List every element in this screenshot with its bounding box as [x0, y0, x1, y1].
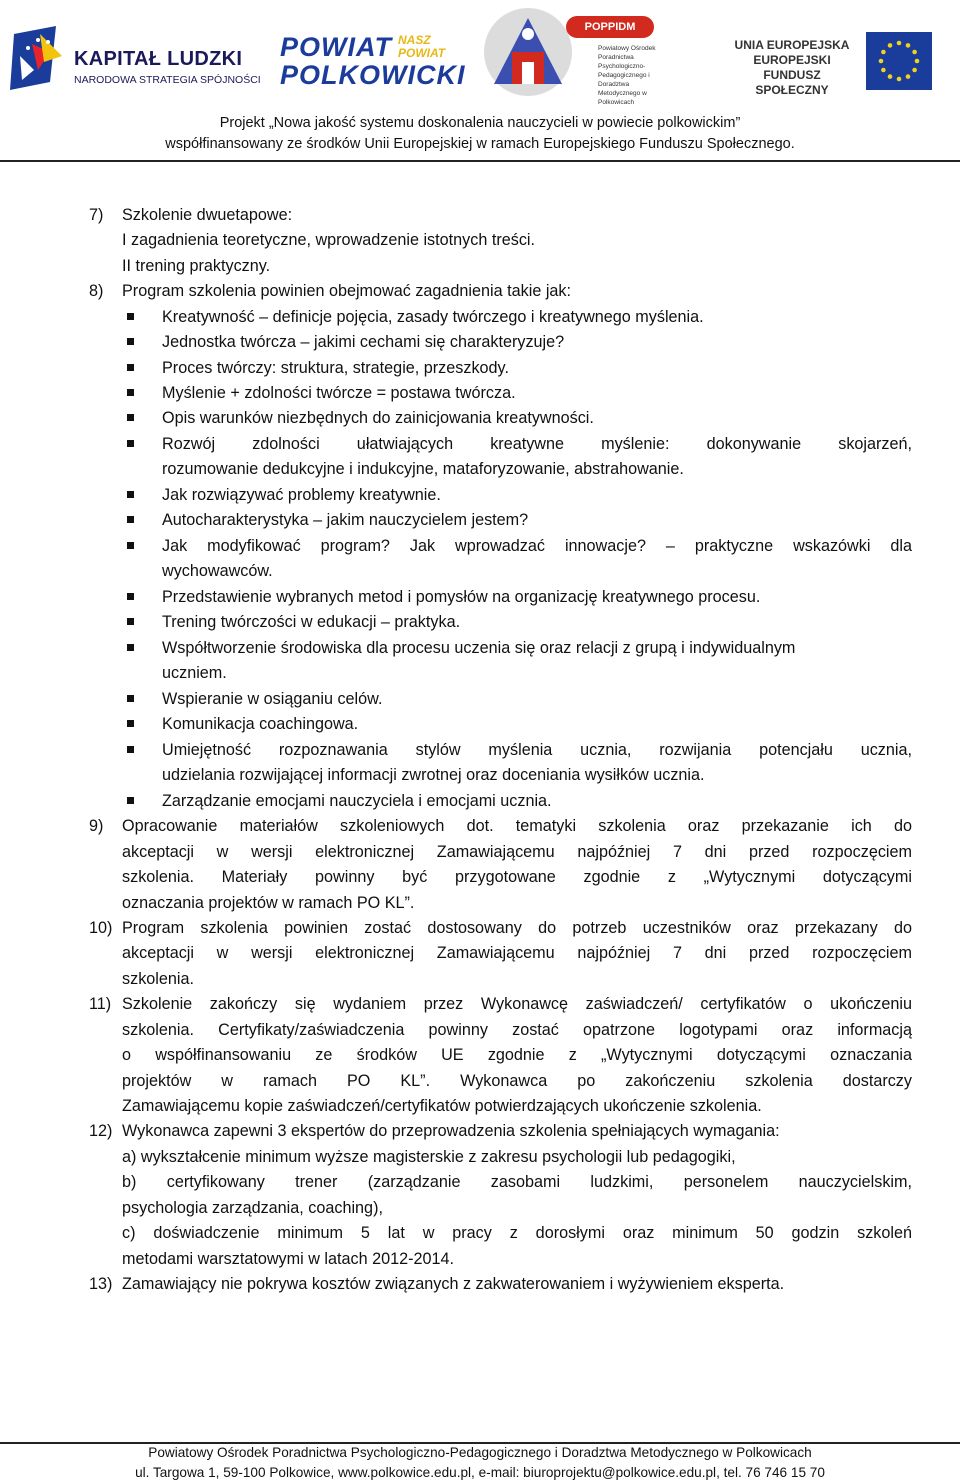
- bullet-marker: [127, 618, 134, 625]
- poppidm-badge: POPPIDM: [566, 16, 654, 38]
- header-divider: [0, 160, 960, 162]
- eu-line-1: UNIA EUROPEJSKA: [734, 38, 850, 52]
- bullet-item: Umiejętność rozpoznawania stylów myślenia ucznia, rozwijania potencjału ucznia,: [162, 741, 912, 759]
- eu-line-3: FUNDUSZ SPOŁECZNY: [755, 68, 829, 97]
- item-12-req-c: c) doświadczenie minimum 5 lat w pracy z dorosłymi oraz minimum 50 godzin szkoleń: [122, 1224, 912, 1242]
- item-number-7: 7): [89, 206, 104, 224]
- item-12-req-b: b) certyfikowany trener (zarządzanie zasobami ludzkimi, personelem nauczycielskim,: [122, 1173, 912, 1191]
- item-11-text: o współfinansowaniu ze środków UE zgodnie z „Wytycznymi dotyczącymi oznaczania: [122, 1046, 912, 1064]
- nasz-label: NASZ: [398, 33, 431, 47]
- bullet-item-continuation: wychowawców.: [162, 562, 273, 580]
- bullet-item: Jak modyfikować program? Jak wprowadzać innowacje? – praktyczne wskazówki dla: [162, 537, 912, 555]
- item-10-text: akceptacji w wersji elektronicznej Zamawiającemu najpóźniej 7 dni przed rozpoczęciem: [122, 944, 912, 962]
- bullet-item: Jednostka twórcza – jakimi cechami się charakteryzuje?: [162, 333, 565, 351]
- bullet-marker: [127, 414, 134, 421]
- item-9-text: szkolenia. Materiały powinny być przygotowane zgodnie z „Wytycznymi dotyczącymi: [122, 868, 912, 886]
- eu-line-2: EUROPEJSKI: [753, 53, 831, 67]
- item-11-text: Szkolenie zakończy się wydaniem przez Wykonawcę zaświadczeń/ certyfikatów o ukończeniu: [122, 995, 912, 1013]
- item-9-text: akceptacji w wersji elektronicznej Zamawiającemu najpóźniej 7 dni przed rozpoczęciem: [122, 843, 912, 861]
- poppidm-name: Powiatowy Ośrodek Poradnictwa Psychologiczno-Pedagogicznego i Doradztwa Metodycznego w Polkowicach: [598, 45, 656, 106]
- kapital-ludzki-title: KAPITAŁ LUDZKI: [74, 48, 243, 70]
- bullet-item: Przedstawienie wybranych metod i pomysłów na organizację kreatywnego procesu.: [162, 588, 761, 606]
- bullet-item: Myślenie + zdolności twórcze = postawa twórcza.: [162, 384, 516, 402]
- bullet-item-continuation: rozumowanie dedukcyjne i indukcyjne, mataforyzowanie, abstrahowanie.: [162, 460, 684, 478]
- item-7-stage-1: I zagadnienia teoretyczne, wprowadzenie istotnych treści.: [122, 231, 536, 249]
- eu-flag-icon: [866, 32, 932, 90]
- bullet-item-continuation: udzielania rozwijającej informacji zwrotnej oraz doceniania wysiłków ucznia.: [162, 766, 705, 784]
- bullet-item: Rozwój zdolności ułatwiających kreatywne myślenie: dokonywanie skojarzeń,: [162, 435, 912, 453]
- bullet-item-continuation: uczniem.: [162, 664, 227, 682]
- powiat-label: POWIAT: [280, 32, 392, 62]
- item-7-stage-2: II trening praktyczny.: [122, 257, 271, 275]
- bullet-item: Zarządzanie emocjami nauczyciela i emocjami ucznia.: [162, 792, 552, 810]
- item-12-req-a: a) wykształcenie minimum wyższe magisterskie z zakresu psychologii lub pedagogiki,: [122, 1148, 736, 1166]
- item-number-8: 8): [89, 282, 104, 300]
- item-10-text: szkolenia.: [122, 970, 194, 988]
- bullet-item: Autocharakterystyka – jakim nauczycielem jestem?: [162, 511, 529, 529]
- bullet-marker: [127, 364, 134, 371]
- bullet-item: Kreatywność – definicje pojęcia, zasady twórczego i kreatywnego myślenia.: [162, 308, 704, 326]
- bullet-marker: [127, 440, 134, 447]
- bullet-marker: [127, 338, 134, 345]
- item-11-text: szkolenia. Certyfikaty/zaświadczenia powinny zostać opatrzone logotypami oraz informacją: [122, 1021, 912, 1039]
- nasz-powiat-label: [398, 34, 445, 60]
- bullet-item: Trening twórczości w edukacji – praktyka.: [162, 613, 461, 631]
- item-9-text: oznaczania projektów w ramach PO KL”.: [122, 894, 415, 912]
- footer-contact: ul. Targowa 1, 59-100 Polkowice, www.polkowice.edu.pl, e-mail: biuroprojektu@polkowice.edu.pl, tel. 76 746 15 70: [135, 1465, 825, 1480]
- bullet-item: Wspieranie w osiąganiu celów.: [162, 690, 383, 708]
- bullet-marker: [127, 720, 134, 727]
- kapital-ludzki-logo: [10, 22, 261, 102]
- bullet-item: Komunikacja coachingowa.: [162, 715, 359, 733]
- project-info: [0, 113, 960, 155]
- item-7-title: Szkolenie dwuetapowe:: [122, 206, 293, 224]
- bullet-item: Opis warunków niezbędnych do zainicjowania kreatywności.: [162, 409, 594, 427]
- bullet-item: Proces twórczy: struktura, strategie, przeszkody.: [162, 359, 509, 377]
- item-10-text: Program szkolenia powinien zostać dostosowany do potrzeb uczestników oraz przekazany do: [122, 919, 912, 937]
- bullet-marker: [127, 644, 134, 651]
- item-number-10: 10): [89, 919, 113, 937]
- bullet-marker: [127, 746, 134, 753]
- bullet-marker: [127, 542, 134, 549]
- bullet-marker: [127, 516, 134, 523]
- page-header: [0, 0, 960, 162]
- footer-organization: Powiatowy Ośrodek Poradnictwa Psychologiczno-Pedagogicznego i Doradztwa Metodycznego w Polkowicach: [148, 1445, 812, 1460]
- item-number-9: 9): [89, 817, 104, 835]
- eu-logo: [728, 34, 938, 97]
- item-12-req-b-continuation: psychologia zarządzania, coaching),: [122, 1199, 383, 1217]
- bullet-marker: [127, 695, 134, 702]
- item-12-req-c-continuation: metodami warsztatowymi w latach 2012-2014.: [122, 1250, 454, 1268]
- bullet-marker: [127, 797, 134, 804]
- poppidm-logo: [470, 4, 670, 106]
- eu-label: [728, 38, 856, 98]
- kapital-ludzki-subtitle: NARODOWA STRATEGIA SPÓJNOŚCI: [74, 74, 261, 86]
- item-11-text: projektów w ramach PO KL”. Wykonawca po zakończeniu szkolenia dostarczy: [122, 1072, 912, 1090]
- item-number-11: 11): [89, 995, 112, 1013]
- bullet-marker: [127, 491, 134, 498]
- logo-bar: [0, 0, 960, 104]
- item-12-text: Wykonawca zapewni 3 ekspertów do przeprowadzenia szkolenia spełniających wymagania:: [122, 1122, 780, 1140]
- polkowicki-label: POLKOWICKI: [280, 60, 466, 90]
- item-number-12: 12): [89, 1122, 113, 1140]
- item-number-13: 13): [89, 1275, 113, 1293]
- project-title: Projekt „Nowa jakość systemu doskonalenia nauczycieli w powiecie polkowickim”: [219, 115, 741, 131]
- powiat-polkowicki-logo: [280, 30, 466, 90]
- nasz-powiat-sub-label: POWIAT: [398, 46, 446, 60]
- item-9-text: Opracowanie materiałów szkoleniowych dot. tematyki szkolenia oraz przekazanie ich do: [122, 817, 912, 835]
- kapital-ludzki-emblem-icon: [10, 26, 68, 98]
- bullet-item: Jak rozwiązywać problemy kreatywnie.: [162, 486, 441, 504]
- item-11-text: Zamawiającemu kopie zaświadczeń/certyfikatów potwierdzających ukończenie szkolenia.: [122, 1097, 762, 1115]
- item-8-title: Program szkolenia powinien obejmować zagadnienia takie jak:: [122, 282, 572, 300]
- item-13-text: Zamawiający nie pokrywa kosztów związanych z zakwaterowaniem i wyżywieniem eksperta.: [122, 1275, 785, 1293]
- poppidm-emblem-icon: [470, 4, 580, 100]
- bullet-item: Współtworzenie środowiska dla procesu uczenia się oraz relacji z grupą i indywidualnym: [162, 639, 796, 657]
- project-funding: współfinansowany ze środków Unii Europejskiej w ramach Europejskiego Funduszu Społecznego.: [165, 136, 795, 152]
- bullet-marker: [127, 389, 134, 396]
- bullet-marker: [127, 593, 134, 600]
- bullet-marker: [127, 313, 134, 320]
